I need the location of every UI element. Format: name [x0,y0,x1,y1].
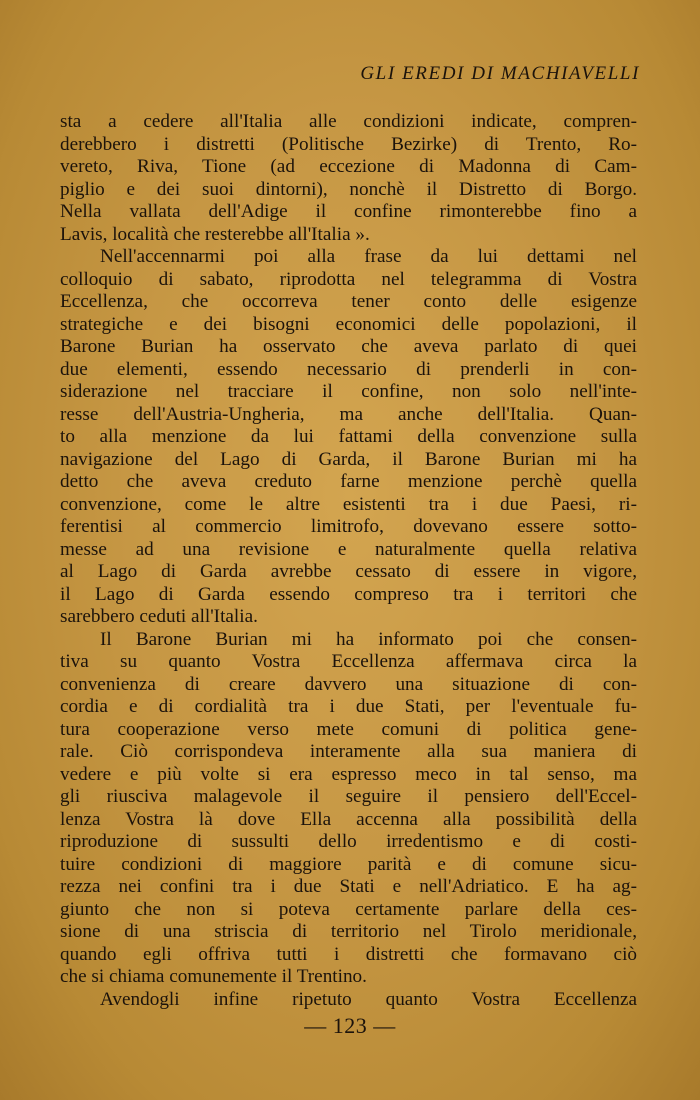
text-line: gli riusciva malagevole il seguire il pensiero dell'Eccel- [60,786,637,807]
text-line: detto che aveva creduto farne menzione perchè quella [60,471,637,492]
text-line: strategiche e dei bisogni economici delle popolazioni, il [60,313,637,335]
body-text [60,111,637,1011]
text-line: Barone Burian ha osservato che aveva parlato di quei [60,336,637,357]
text-line: riproduzione di sussulti dello irredentismo e di costi- [60,831,637,852]
text-line: convenienza di creare davvero una situazione di con- [60,673,637,695]
text-line: sione di una striscia di territorio nel Tirolo meridionale, [60,921,637,942]
text-line: Il Barone Burian mi ha informato poi che consen- [100,628,637,650]
text-line: navigazione del Lago di Garda, il Barone Burian mi ha [60,448,637,470]
text-line: giunto che non si poteva certamente parlare della ces- [60,898,637,920]
text-line: resse dell'Austria-Ungheria, ma anche dell'Italia. Quan- [60,403,637,425]
text-line: lenza Vostra là dove Ella accenna alla possibilità della [60,808,637,830]
text-line: Avendogli infine ripetuto quanto Vostra Eccellenza [100,988,637,1010]
text-line: Nella vallata dell'Adige il confine rimonterebbe fino a [60,201,637,222]
text-line: piglio e dei suoi dintorni), nonchè il Distretto di Borgo. [60,178,637,200]
text-line: Nell'accennarmi poi alla frase da lui dettami nel [100,246,637,267]
running-head: GLI EREDI DI MACHIAVELLI [360,63,640,84]
text-line: ferentisi al commercio limitrofo, dovevano essere sotto- [60,516,637,537]
text-line: convenzione, come le altre esistenti tra i due Paesi, ri- [60,493,637,515]
text-line: messe ad una revisione e naturalmente quella relativa [60,538,637,560]
text-line: to alla menzione da lui fattami della convenzione sulla [60,426,637,447]
text-line: tura cooperazione verso mete comuni di politica gene- [60,718,637,740]
text-line: vedere e più volte si era espresso meco in tal senso, ma [60,763,637,785]
text-line: cordia e di cordialità tra i due Stati, per l'eventuale fu- [60,696,637,717]
text-line: tuire condizioni di maggiore parità e di comune sicu- [60,853,637,875]
page-number: — 123 — [304,1013,396,1038]
text-line: siderazione nel tracciare il confine, non solo nell'inte- [60,381,637,402]
text-line: due elementi, essendo necessario di prenderli in con- [60,358,637,380]
text-line: al Lago di Garda avrebbe cessato di essere in vigore, [60,561,637,582]
text-line: che si chiama comunemente il Trentino. [60,966,367,987]
text-line: Lavis, località che resterebbe all'Italia ». [60,223,370,245]
text-line: derebbero i distretti (Politische Bezirke) di Trento, Ro- [60,133,637,155]
text-line: sta a cedere all'Italia alle condizioni indicate, compren- [60,111,637,132]
text-line: rezza nei confini tra i due Stati e nell'Adriatico. E ha ag- [60,876,637,897]
text-line: rale. Ciò corrispondeva interamente alla sua maniera di [60,741,637,762]
text-line: vereto, Riva, Tione (ad eccezione di Madonna di Cam- [60,156,637,177]
text-line: il Lago di Garda essendo compreso tra i territori che [60,583,637,605]
text-line: tiva su quanto Vostra Eccellenza affermava circa la [60,651,637,672]
text-line: colloquio di sabato, riprodotta nel telegramma di Vostra [60,268,637,290]
text-line: quando egli offriva tutti i distretti che formavano ciò [60,943,637,965]
text-line: sarebbero ceduti all'Italia. [60,606,258,627]
text-line: Eccellenza, che occorreva tener conto delle esigenze [60,291,637,312]
